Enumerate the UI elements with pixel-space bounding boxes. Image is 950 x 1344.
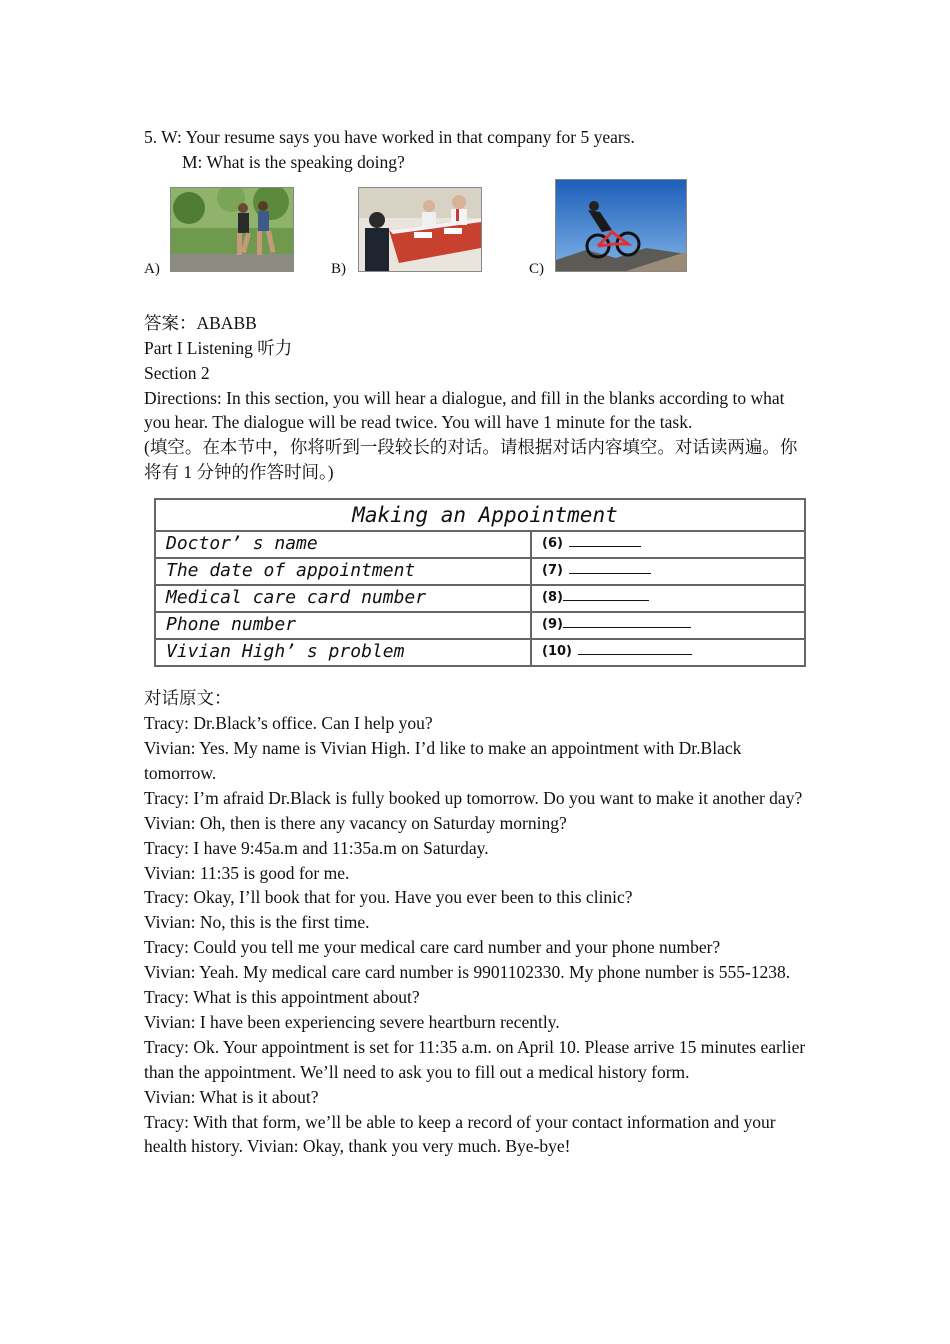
blank-number: (6) bbox=[542, 536, 563, 552]
transcript-line: Vivian: What is it about? bbox=[144, 1086, 319, 1107]
table-row bbox=[155, 639, 805, 666]
appointment-table bbox=[154, 498, 806, 667]
appointment-table-container bbox=[154, 498, 806, 676]
transcript-line: Tracy: With that form, we’ll be able to keep a record of your contact information and your health history. Vivian: Okay, thank you very much. Bye-bye! bbox=[144, 1111, 776, 1157]
row-label-problem: Vivian High’ s problem bbox=[155, 639, 531, 666]
transcript-title: 对话原文： bbox=[144, 688, 232, 709]
row-label-phone-number: Phone number bbox=[155, 612, 531, 639]
directions-chinese: (填空。在本节中，你将听到一段较长的对话。请根据对话内容填空。对话读两遍。你将有 1 分钟的作答时间。) bbox=[144, 437, 798, 483]
row-label-doctor-name: Doctor’ s name bbox=[155, 531, 531, 558]
blank-cell bbox=[531, 639, 805, 666]
blank-number: (9) bbox=[542, 617, 563, 633]
transcript-line: Tracy: What is this appointment about? bbox=[144, 987, 420, 1008]
blank-line bbox=[569, 561, 651, 574]
runners-photo bbox=[170, 187, 294, 272]
transcript-line: Tracy: I’m afraid Dr.Black is fully booked up tomorrow. Do you want to make it another day? bbox=[144, 787, 803, 808]
blank-cell bbox=[531, 585, 805, 612]
transcript-line: Tracy: Could you tell me your medical care card number and your phone number? bbox=[144, 937, 721, 958]
cyclist-photo bbox=[555, 179, 687, 272]
answer-options bbox=[144, 179, 809, 297]
blank-line bbox=[563, 588, 649, 601]
transcript-line: Vivian: Yes. My name is Vivian High. I’d like to make an appointment with Dr.Black tomorrow. bbox=[144, 737, 742, 783]
blank-cell bbox=[531, 531, 805, 558]
option-b-label: B) bbox=[331, 260, 346, 277]
transcript bbox=[144, 711, 809, 1159]
table-row bbox=[155, 612, 805, 639]
question-5-line-2: M: What is the speaking doing? bbox=[182, 151, 405, 172]
blank-number: (7) bbox=[542, 563, 563, 579]
row-label-card-number: Medical care card number bbox=[155, 585, 531, 612]
table-row bbox=[155, 531, 805, 558]
transcript-line: Tracy: I have 9:45a.m and 11:35a.m on Saturday. bbox=[144, 837, 489, 858]
directions-english: Directions: In this section, you will hear a dialogue, and fill in the blanks according to what you hear. The dialogue will be read twice. You will have 1 minute for the task. bbox=[144, 387, 785, 433]
blank-line bbox=[569, 534, 641, 547]
transcript-line: Tracy: Okay, I’ll book that for you. Have you ever been to this clinic? bbox=[144, 887, 633, 908]
transcript-line: Vivian: Yeah. My medical care card number is 9901102330. My phone number is 555-1238. bbox=[144, 962, 791, 983]
blank-line bbox=[578, 642, 692, 655]
question-5-line-1: 5. W: Your resume says you have worked in that company for 5 years. bbox=[144, 127, 635, 147]
table-row bbox=[155, 558, 805, 585]
blank-line bbox=[563, 615, 691, 628]
blank-number: (8) bbox=[542, 590, 563, 606]
option-c-label: C) bbox=[529, 260, 544, 277]
transcript-line: Vivian: I have been experiencing severe heartburn recently. bbox=[144, 1011, 560, 1032]
meeting-photo bbox=[358, 187, 482, 272]
transcript-line: Vivian: 11:35 is good for me. bbox=[144, 862, 350, 883]
answer-key: 答案：ABABB bbox=[144, 312, 257, 333]
table-title: Making an Appointment bbox=[155, 499, 805, 531]
part-title: Part I Listening 听力 bbox=[144, 337, 293, 358]
section-title: Section 2 bbox=[144, 362, 210, 383]
transcript-line: Tracy: Dr.Black’s office. Can I help you? bbox=[144, 713, 433, 734]
document-page bbox=[144, 125, 809, 1159]
blank-number: (10) bbox=[542, 644, 572, 660]
blank-cell bbox=[531, 558, 805, 585]
table-row bbox=[155, 585, 805, 612]
blank-cell bbox=[531, 612, 805, 639]
row-label-appointment-date: The date of appointment bbox=[155, 558, 531, 585]
option-a-label: A) bbox=[144, 260, 160, 277]
transcript-line: Vivian: Oh, then is there any vacancy on Saturday morning? bbox=[144, 812, 567, 833]
transcript-line: Tracy: Ok. Your appointment is set for 11:35 a.m. on April 10. Please arrive 15 minutes earlier than the appointment. We’ll need to ask you to fill out a medical history form. bbox=[144, 1036, 806, 1082]
transcript-line: Vivian: No, this is the first time. bbox=[144, 912, 370, 933]
